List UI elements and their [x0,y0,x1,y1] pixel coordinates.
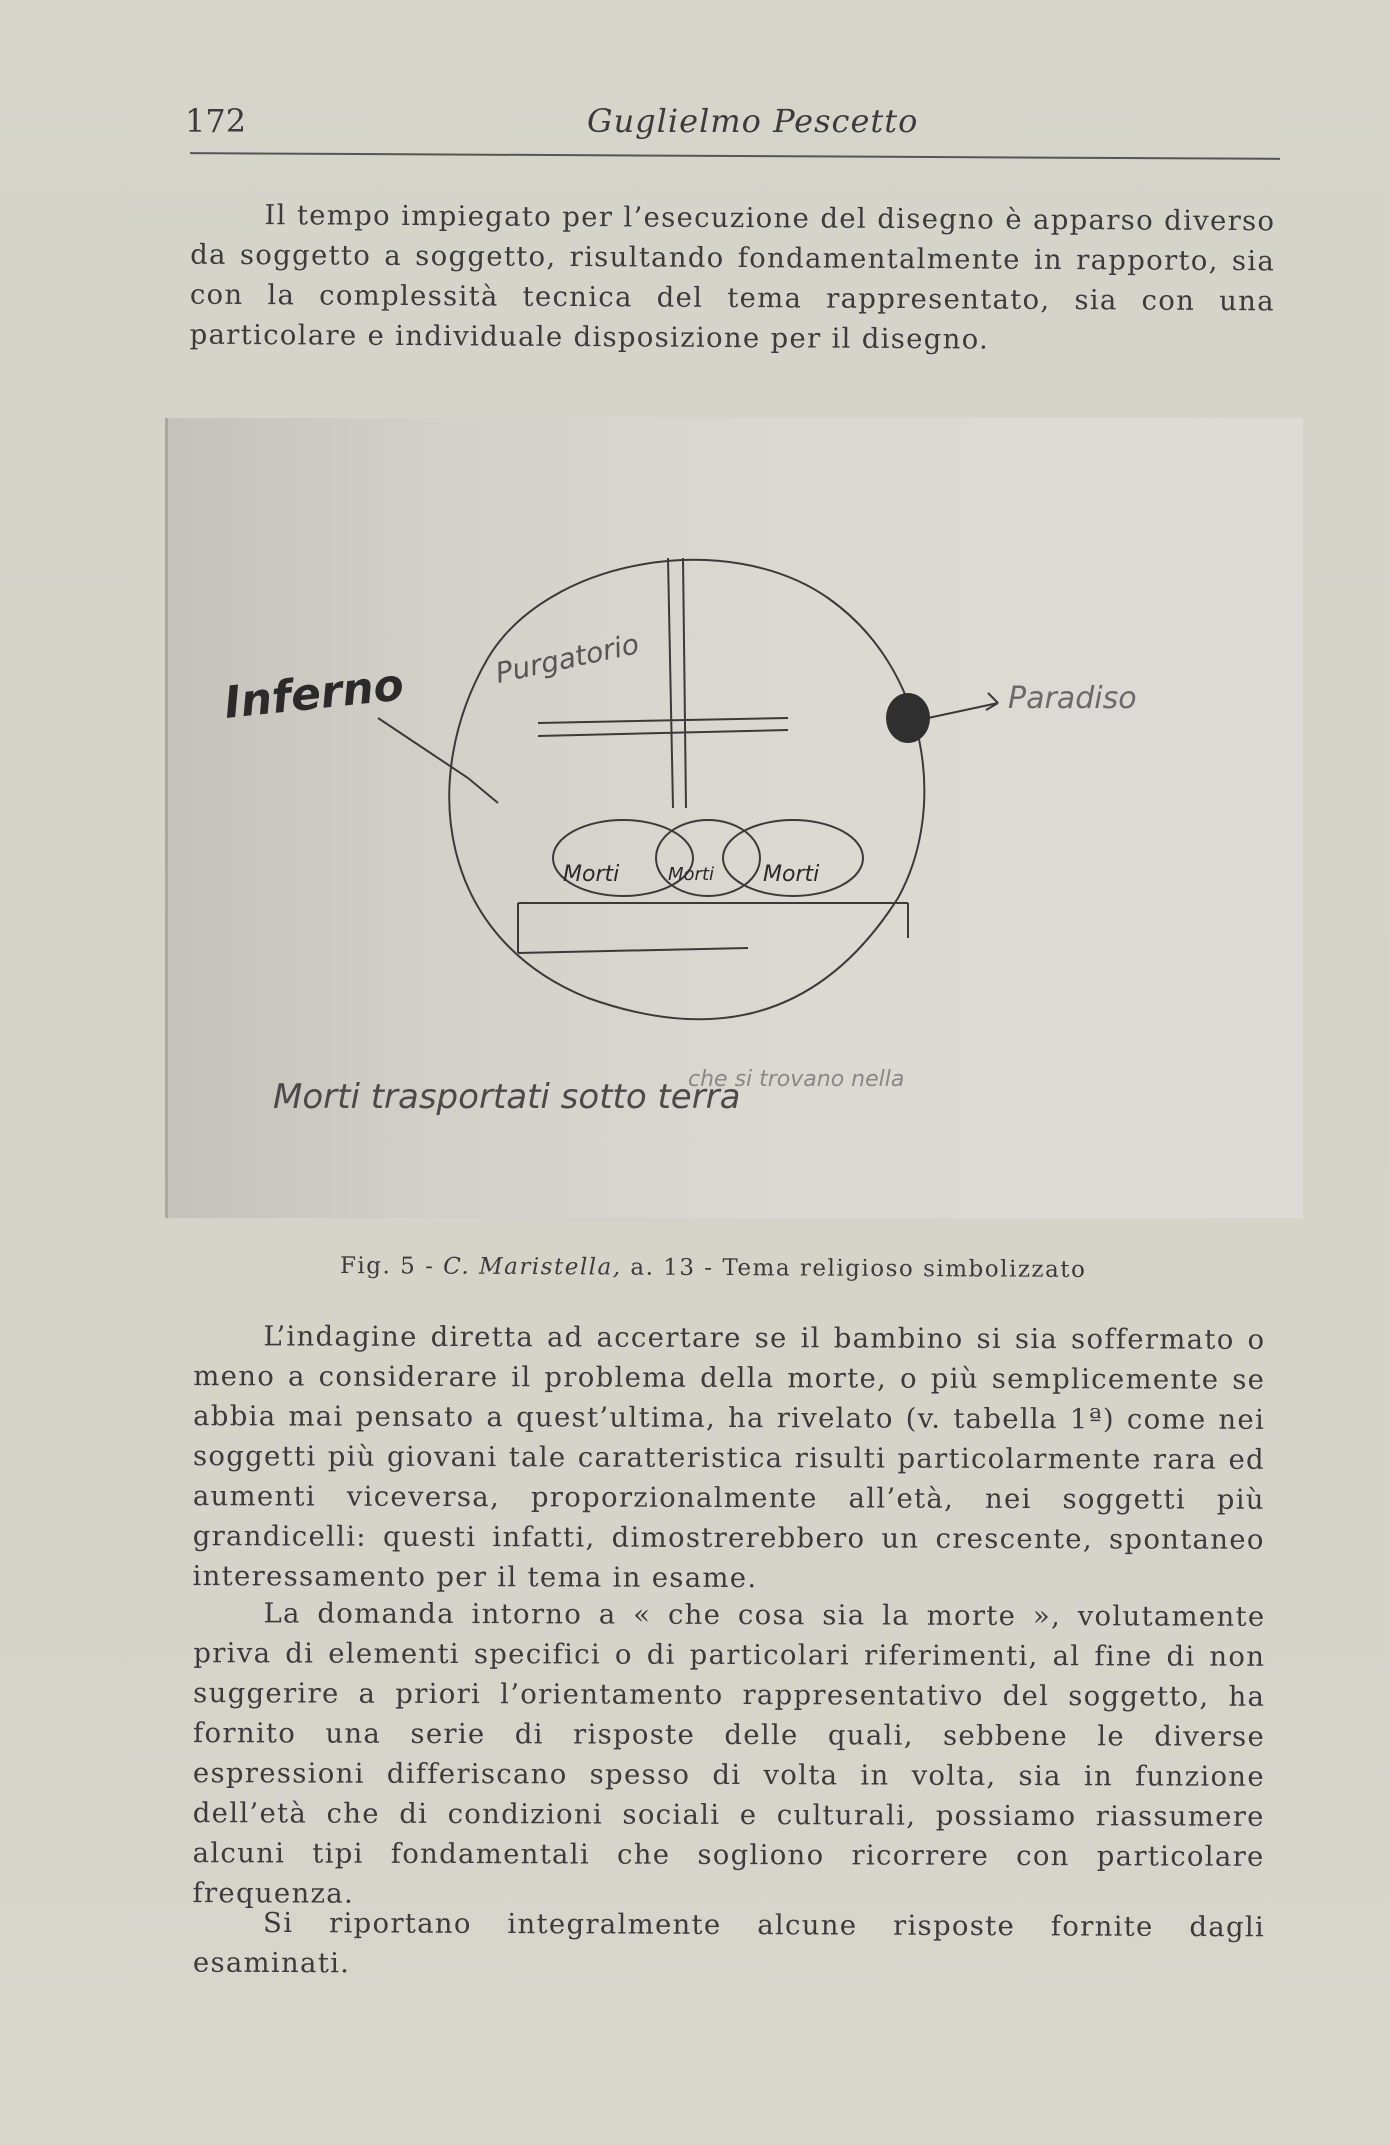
label-paradiso: Paradiso [1008,681,1137,716]
caption-name: C. Maristella, [443,1253,622,1281]
label-purgatorio: Purgatorio [492,627,642,690]
coffin-label-2: Morti [668,864,715,885]
paragraph-2: L’indagine diretta ad accertare se il bambino si sia soffermato o meno a considerare il problema della morte, o più semplicemente se abbia mai pensato a quest’ultima, ha rivelato (v. tabella 1ª) come nei soggetti più giovani tale caratteristica risulti particolarmente rara ed aumenti viceversa, proporzionalmente all’età, nei soggetti più grandicelli: questi infatti, dimostrerebbero un crescente, spontaneo interessamento per il tema in esame. [192,1320,1266,1595]
paragraph-1: Il tempo impiegato per l’esecuzione del disegno è apparso diverso da soggetto a soggetto, risultando fondamentalmente in rapporto, sia con la complessità tecnica del tema rappresentato, sia con una particolare e individuale disposizione per il disegno. [189,199,1276,356]
coffin-label-1: Morti [563,862,620,887]
label-bottom: Morti trasportati sotto terra [273,1077,741,1117]
running-title: Guglielmo Pescetto [587,102,919,140]
arrow-right [928,693,998,718]
label-bottom-upper: che si trovano nella [688,1067,905,1092]
caption-suffix: a. 13 - Tema religioso simbolizzato [621,1254,1087,1283]
child-drawing [168,418,1303,1218]
page-number: 172 [185,102,247,140]
coffin-label-3: Morti [763,862,820,887]
drawing-base [518,903,908,953]
dark-dot [886,693,930,743]
label-inferno: Inferno [221,659,407,729]
drawing-cross [538,558,788,808]
header-divider [190,152,1280,160]
arrow-left [378,718,498,803]
caption-prefix: Fig. 5 - [339,1253,444,1280]
drawing-outline [449,560,924,1019]
paragraph-4: Si riportano integralmente alcune risposte fornite dagli esaminati. [192,1906,1266,1980]
paragraph-3: La domanda intorno a « che cosa sia la morte », volutamente priva di elementi specifici o di particolari riferimenti, al fine di non suggerire a priori l’orientamento rappresentativo del soggetto, ha fornito una serie di risposte delle quali, sebbene le diverse espressioni differiscano spesso di volta in volta, sia in funzione dell’età che di condizioni sociali e culturali, possiamo riassumere alcuni tipi fondamentali che sogliono ricorrere con particolare frequenza. [192,1597,1266,1910]
figure-caption [340,1253,1087,1283]
figure-5-drawing [165,418,1303,1218]
page-header [185,98,1285,148]
